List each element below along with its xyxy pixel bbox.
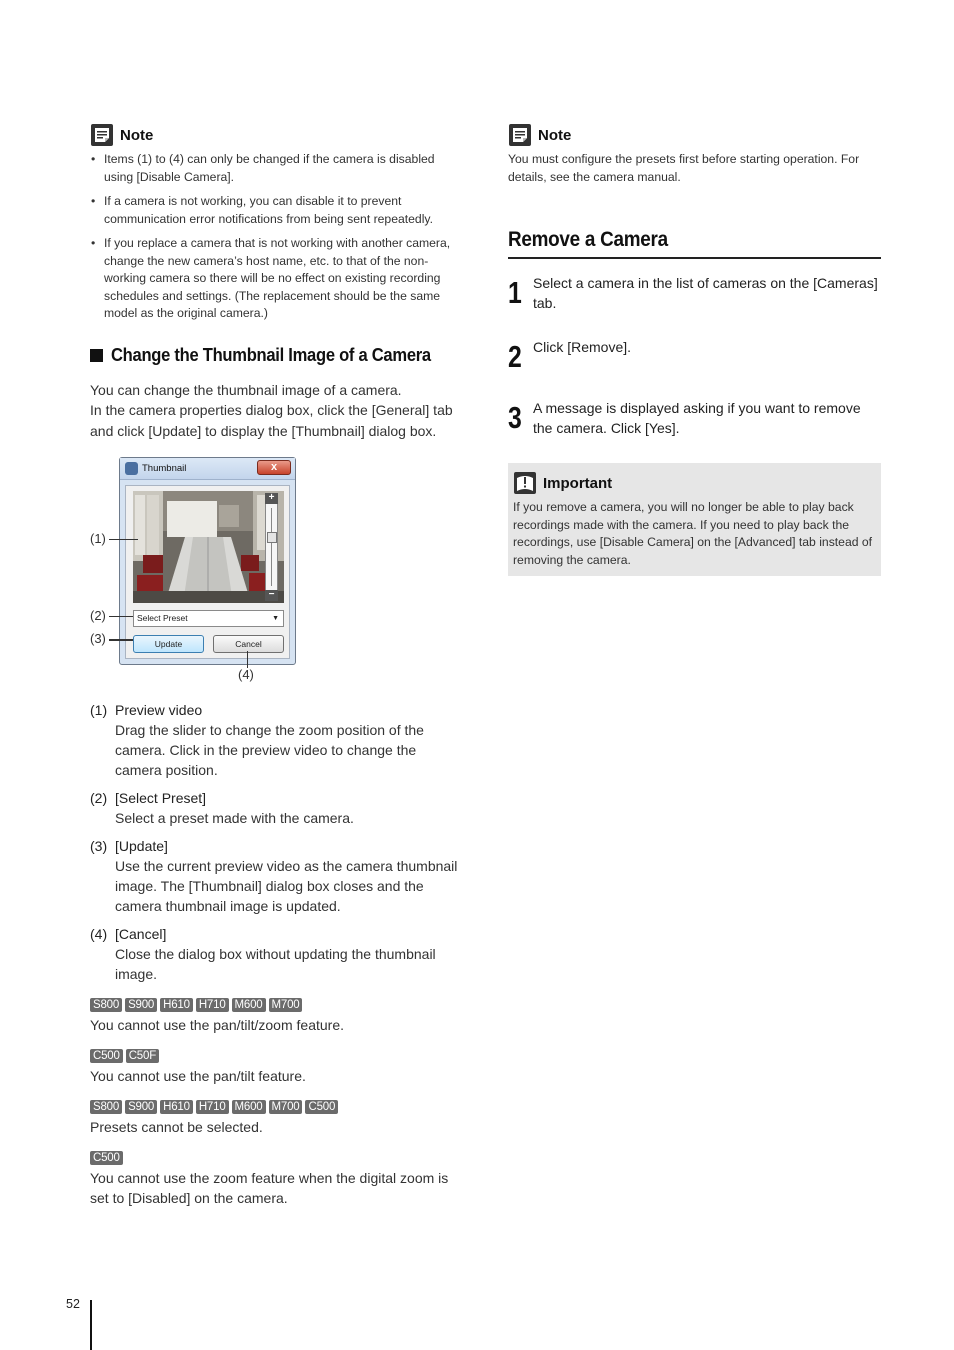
- important-icon: [513, 471, 537, 495]
- model-badges: [90, 1100, 465, 1115]
- step-3: [508, 400, 881, 436]
- thumbnail-dialog-figure: [90, 457, 465, 692]
- model-badge: M600: [232, 1100, 266, 1114]
- step-text: A message is displayed asking if you want to remove the camera. Click [Yes].: [533, 400, 861, 436]
- model-note-text: Presets cannot be selected.: [90, 1119, 263, 1135]
- model-badge: S800: [90, 998, 122, 1012]
- callout-4-leader: [247, 651, 248, 668]
- right-column: [508, 122, 881, 567]
- dialog-titlebar: [120, 458, 295, 480]
- definition-desc: Select a preset made with the camera.: [115, 810, 354, 826]
- callout-2: (2): [90, 608, 106, 623]
- definition-item: [90, 924, 465, 984]
- thumbnail-dialog: [119, 457, 296, 665]
- callout-1-leader: [109, 539, 138, 540]
- select-preset-dropdown[interactable]: [133, 610, 284, 627]
- model-badge: C50F: [126, 1049, 159, 1063]
- section-title: Change the Thumbnail Image of a Camera: [111, 344, 431, 365]
- definition-term: [Select Preset]: [115, 790, 207, 806]
- zoom-in-icon[interactable]: +: [265, 493, 278, 504]
- close-icon[interactable]: x: [257, 460, 291, 475]
- model-note-text: You cannot use the zoom feature when the digital zoom is set to [Disabled] on the camera.: [90, 1170, 449, 1206]
- definition-term: Preview video: [115, 702, 203, 718]
- dialog-body: [125, 485, 290, 659]
- callout-4: (4): [238, 667, 254, 682]
- definition-term: [Cancel]: [115, 926, 167, 942]
- definition-item: [90, 836, 465, 916]
- note-title: Note: [538, 126, 572, 144]
- definition-term: [Update]: [115, 838, 168, 854]
- select-preset-value: Select Preset: [137, 613, 188, 623]
- callout-1: (1): [90, 531, 106, 546]
- model-badge: H710: [196, 998, 229, 1012]
- left-column: [90, 122, 465, 1208]
- model-badge: H710: [196, 1100, 229, 1114]
- section-heading: [90, 345, 465, 366]
- note-item: • If a camera is not working, you can disable it to prevent communication error notifications from being sent repeatedly.: [90, 193, 465, 228]
- definition-number: (1): [90, 702, 108, 718]
- model-note: [90, 1049, 465, 1086]
- chevron-down-icon: ▼: [272, 615, 279, 622]
- definition-list: [90, 700, 465, 984]
- important-text: If you remove a camera, you will no longer be able to play back recordings made with the camera. If you need to play back the recordings, use [Disable Camera] on the [Advanced] tab instead of removing the camera.: [513, 500, 873, 567]
- definition-desc: Drag the slider to change the zoom position of the camera. Click in the preview video to change the camera position.: [115, 722, 424, 778]
- model-badge: M700: [269, 998, 303, 1012]
- model-note-text: You cannot use the pan/tilt feature.: [90, 1068, 306, 1084]
- app-icon: [125, 462, 138, 475]
- note-item: • Items (1) to (4) can only be changed if the camera is disabled using [Disable Camera].: [90, 151, 465, 186]
- zoom-slider[interactable]: [265, 493, 278, 601]
- model-badges: [90, 1049, 465, 1064]
- step-1: [508, 275, 881, 311]
- important-title: Important: [543, 474, 613, 492]
- note-header: [90, 122, 465, 148]
- model-badge: C500: [90, 1151, 123, 1165]
- model-badges: [90, 998, 465, 1013]
- model-badge: M700: [269, 1100, 303, 1114]
- cancel-button[interactable]: Cancel: [213, 635, 284, 653]
- conference-room-image: [133, 491, 284, 603]
- note-icon: [508, 123, 532, 147]
- model-note: [90, 1100, 465, 1137]
- model-note: [90, 998, 465, 1035]
- page-rule: [90, 1300, 92, 1350]
- callout-3-leader: [109, 639, 133, 641]
- step-2: [508, 339, 881, 374]
- definition-number: (2): [90, 790, 108, 806]
- model-badge: S900: [125, 998, 157, 1012]
- model-badge: C500: [305, 1100, 338, 1114]
- slider-track: [271, 508, 272, 586]
- update-button[interactable]: Update: [133, 635, 204, 653]
- step-text: Select a camera in the list of cameras on the [Cameras] tab.: [533, 275, 878, 311]
- definition-desc: Close the dialog box without updating the thumbnail image.: [115, 946, 436, 982]
- square-bullet-icon: [90, 349, 103, 362]
- model-badge: H610: [160, 1100, 193, 1114]
- slider-thumb[interactable]: [267, 532, 277, 543]
- definition-number: (3): [90, 838, 108, 854]
- note-text: You must configure the presets first before starting operation. For details, see the camera manual.: [508, 152, 860, 184]
- definition-item: [90, 700, 465, 780]
- definition-desc: Use the current preview video as the camera thumbnail image. The [Thumbnail] dialog box closes and the camera thumbnail image is updated.: [115, 858, 458, 914]
- definition-number: (4): [90, 926, 108, 942]
- step-number: 2: [508, 339, 522, 374]
- section-title-text: Remove a Camera: [508, 228, 668, 251]
- model-badge: M600: [232, 998, 266, 1012]
- page-number: 52: [66, 1297, 80, 1311]
- preview-video[interactable]: [133, 491, 284, 603]
- callout-3: (3): [90, 631, 106, 646]
- model-note-text: You cannot use the pan/tilt/zoom feature.: [90, 1017, 344, 1033]
- important-header: [513, 471, 876, 495]
- note-header: [508, 122, 881, 148]
- intro-paragraph: You can change the thumbnail image of a camera. In the camera properties dialog box, click the [General] tab and click [Update] to display the [Thumbnail] dialog box.: [90, 381, 453, 439]
- model-note: [90, 1151, 465, 1208]
- zoom-out-icon[interactable]: −: [265, 590, 278, 601]
- model-badges: [90, 1151, 465, 1166]
- step-number: 1: [508, 275, 522, 310]
- model-badge: S800: [90, 1100, 122, 1114]
- model-badge: S900: [125, 1100, 157, 1114]
- section-title: [508, 228, 881, 259]
- step-text: Click [Remove].: [533, 339, 632, 355]
- note-item: • If you replace a camera that is not working with another camera, change the new camera’s host name, etc. to that of the non-working camera so there will be no effect on existing recording schedules and settings. (The replacement should be the same model as the original camera.): [90, 235, 465, 323]
- definition-item: [90, 788, 465, 828]
- important-box: [508, 463, 881, 576]
- model-badge: C500: [90, 1049, 123, 1063]
- dialog-title: Thumbnail: [142, 463, 187, 474]
- step-number: 3: [508, 400, 522, 435]
- note-icon: [90, 123, 114, 147]
- model-badge: H610: [160, 998, 193, 1012]
- note-list: [90, 151, 465, 323]
- note-title: Note: [120, 126, 154, 144]
- callout-2-leader: [109, 616, 133, 617]
